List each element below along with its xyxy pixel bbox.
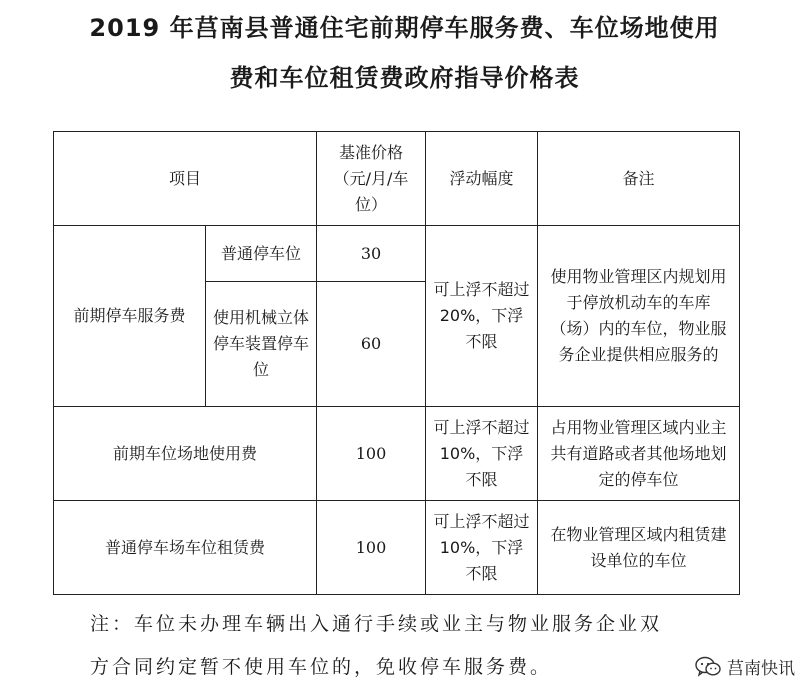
header-float: 浮动幅度: [426, 132, 538, 226]
ordinary-space-price: 30: [317, 226, 426, 282]
rent-fee-price: 100: [317, 501, 426, 595]
mechanical-space-label: 使用机械立体停车装置停车位: [206, 282, 317, 407]
service-fee-label: 前期停车服务费: [54, 226, 206, 407]
page-title-line-2: 费和车位租赁费政府指导价格表: [229, 64, 580, 92]
header-price: 基准价格（元/月/车位）: [317, 132, 426, 226]
ordinary-space-label: 普通停车位: [206, 226, 317, 282]
site-fee-float: 可上浮不超过 10%，下浮不限: [426, 407, 538, 501]
table-header-row: [54, 132, 740, 226]
site-fee-label: 前期车位场地使用费: [54, 407, 317, 501]
footnote-line-2: 方合同约定暂不使用车位的，免收停车服务费。: [90, 656, 553, 678]
table-row: [54, 407, 740, 501]
watermark-text: 莒南快讯: [727, 659, 795, 679]
header-item: 项目: [54, 132, 317, 226]
service-fee-float: 可上浮不超过 20%，下浮不限: [426, 226, 538, 407]
rent-fee-remark: 在物业管理区域内租赁建设单位的车位: [538, 501, 740, 595]
site-fee-price: 100: [317, 407, 426, 501]
rent-fee-float: 可上浮不超过 10%，下浮不限: [426, 501, 538, 595]
header-remark: 备注: [538, 132, 740, 226]
service-fee-remark: 使用物业管理区内规划用于停放机动车的车库（场）内的车位，物业服务企业提供相应服务的: [538, 226, 740, 407]
site-fee-remark: 占用物业管理区域内业主共有道路或者其他场地划定的停车位: [538, 407, 740, 501]
price-table: [53, 131, 740, 595]
mechanical-space-price: 60: [317, 282, 426, 407]
wechat-icon: [695, 656, 721, 678]
rent-fee-label: 普通停车场车位租赁费: [54, 501, 317, 595]
footnote-line-1: 注：车位未办理车辆出入通行手续或业主与物业服务企业双: [90, 613, 663, 635]
table-row: [54, 226, 740, 282]
watermark: [695, 654, 795, 679]
table-row: [54, 501, 740, 595]
page-title-line-1: 2019 年莒南县普通住宅前期停车服务费、车位场地使用: [89, 14, 720, 42]
